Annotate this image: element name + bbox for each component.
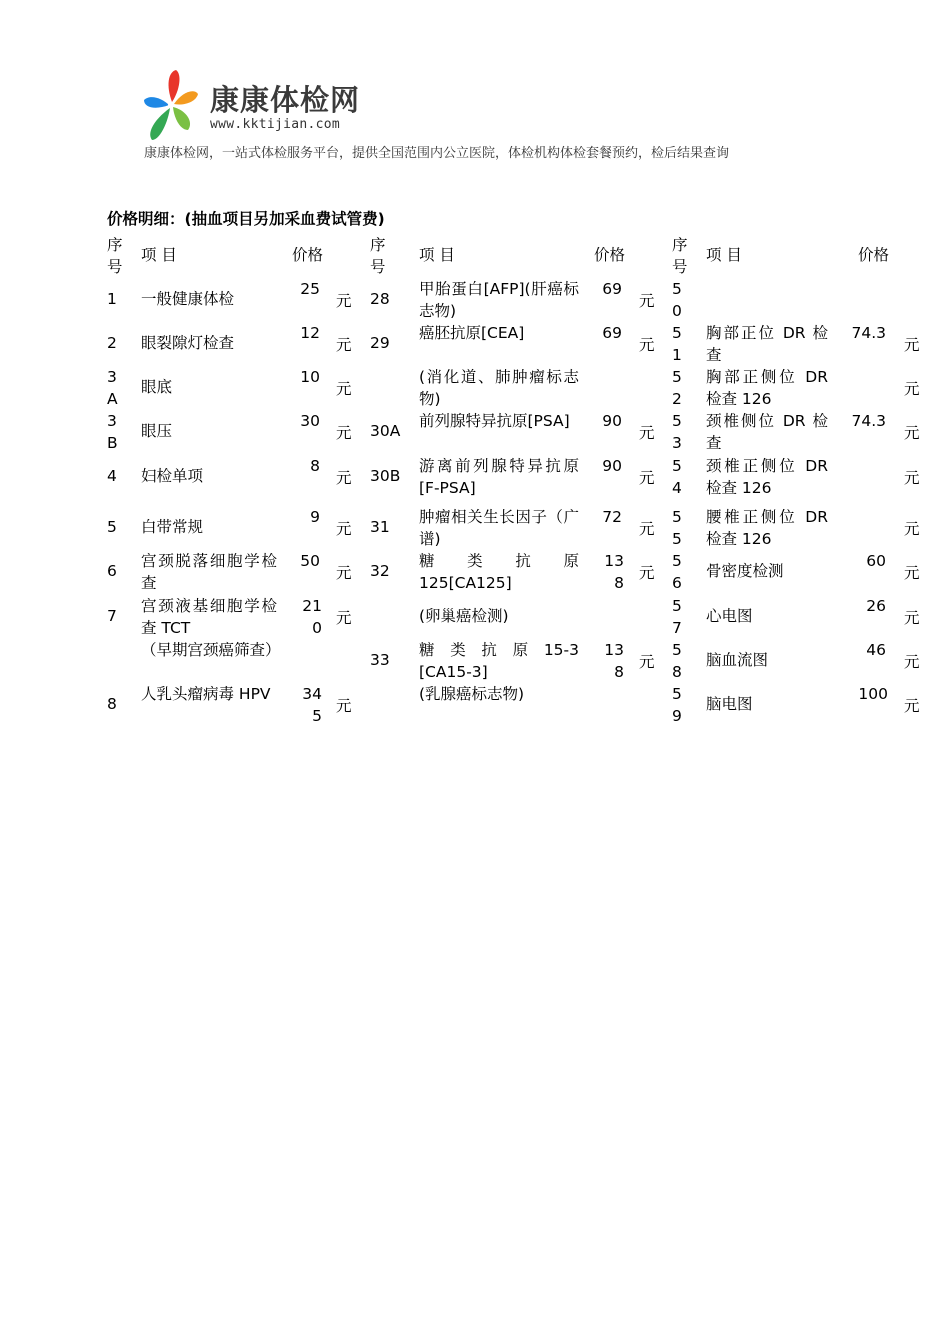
price-detail-title: 价格明细：(抽血项目另加采血费试管费) (107, 210, 385, 228)
row-unit: 元 (639, 520, 655, 538)
column-header-price: 价格 (858, 246, 890, 264)
column-header-item: 项 目 (141, 246, 177, 264)
column-header-item: 项 目 (706, 246, 742, 264)
row-unit: 元 (336, 697, 352, 715)
row-seq: 57 (672, 597, 682, 637)
row-price: 10 (300, 368, 320, 386)
column-header-seq: 序号 (370, 236, 386, 276)
row-seq: 30B (370, 467, 401, 485)
row-item: 眼底 (141, 378, 173, 396)
row-item: 妇检单项 (141, 467, 204, 485)
row-unit: 元 (904, 380, 920, 398)
row-price: 90 (602, 412, 622, 430)
row-seq: 28 (370, 290, 390, 308)
row-item: 心电图 (706, 607, 753, 625)
brand-name: 康康体检网 (210, 83, 361, 117)
row-price: 345 (302, 685, 322, 725)
column-header-item: 项 目 (419, 246, 455, 264)
row-item: 甲胎蛋白[AFP](肝癌标志物) (419, 280, 579, 320)
row-unit: 元 (639, 469, 655, 487)
row-price: 46 (866, 641, 886, 659)
row-price: 138 (604, 641, 624, 681)
row-seq: 4 (107, 467, 117, 485)
row-price: 74.3 (851, 412, 886, 430)
row-item: 人乳头瘤病毒 HPV (141, 685, 271, 703)
brand-url[interactable]: www.kktijian.com (210, 117, 341, 132)
row-price: 69 (602, 280, 622, 298)
row-seq: 3B (107, 412, 118, 452)
row-item: 肿瘤相关生长因子（广谱) (419, 508, 579, 548)
row-unit: 元 (639, 424, 655, 442)
column-header-seq: 序号 (672, 236, 688, 276)
row-price: 26 (866, 597, 886, 615)
row-unit: 元 (904, 653, 920, 671)
row-unit: 元 (904, 564, 920, 582)
row-price: 72 (602, 508, 622, 526)
row-item: 眼裂隙灯检查 (141, 334, 235, 352)
row-item: (消化道、肺肿瘤标志物) (419, 368, 579, 408)
row-price: 100 (858, 685, 888, 703)
column-header-price: 价格 (292, 246, 324, 264)
row-seq: 8 (107, 695, 117, 713)
row-unit: 元 (639, 336, 655, 354)
row-price: 210 (302, 597, 322, 637)
row-unit: 元 (336, 336, 352, 354)
row-item: 前列腺特异抗原[PSA] (419, 412, 570, 430)
row-unit: 元 (336, 469, 352, 487)
row-item: 颈椎正侧位 DR 检查 126 (706, 457, 828, 497)
row-price: 8 (310, 457, 320, 475)
row-unit: 元 (639, 653, 655, 671)
row-item: 游离前列腺特异抗原[F-PSA] (419, 457, 579, 497)
row-price: 50 (300, 552, 320, 570)
row-item: 糖 类 抗 原 125[CA125] (419, 552, 579, 592)
row-unit: 元 (336, 292, 352, 310)
row-seq: 55 (672, 508, 682, 548)
row-item: 胸部正位 DR 检查 (706, 324, 828, 364)
row-price: 12 (300, 324, 320, 342)
row-seq: 53 (672, 412, 682, 452)
row-seq: 1 (107, 290, 117, 308)
row-seq: 30A (370, 422, 401, 440)
row-price: 25 (300, 280, 320, 298)
row-item: （早期宫颈癌筛查） (141, 641, 281, 659)
row-item: 癌胚抗原[CEA] (419, 324, 525, 342)
row-unit: 元 (336, 609, 352, 627)
row-unit: 元 (336, 424, 352, 442)
row-price: 60 (866, 552, 886, 570)
row-unit: 元 (904, 520, 920, 538)
row-item: 脑血流图 (706, 651, 769, 669)
row-price: 138 (604, 552, 624, 592)
row-unit: 元 (904, 609, 920, 627)
column-header-seq: 序号 (107, 236, 123, 276)
row-seq: 51 (672, 324, 682, 364)
row-unit: 元 (336, 380, 352, 398)
row-item: 腰椎正侧位 DR 检查 126 (706, 508, 828, 548)
row-item: 一般健康体检 (141, 290, 235, 308)
row-item: 白带常规 (141, 518, 204, 536)
row-seq: 52 (672, 368, 682, 408)
row-price: 69 (602, 324, 622, 342)
row-item: 宫颈液基细胞学检查 TCT (141, 597, 277, 637)
column-header-price: 价格 (594, 246, 626, 264)
row-seq: 59 (672, 685, 682, 725)
row-seq: 6 (107, 562, 117, 580)
row-price: 30 (300, 412, 320, 430)
row-seq: 29 (370, 334, 390, 352)
row-seq: 31 (370, 518, 390, 536)
brand-logo[interactable] (142, 68, 361, 144)
row-item: (乳腺癌标志物) (419, 685, 525, 703)
row-unit: 元 (336, 564, 352, 582)
row-seq: 32 (370, 562, 390, 580)
logo-flower-icon (142, 68, 200, 142)
row-seq: 56 (672, 552, 682, 592)
row-unit: 元 (904, 697, 920, 715)
row-item: 宫颈脱落细胞学检查 (141, 552, 277, 592)
row-unit: 元 (904, 469, 920, 487)
row-price: 90 (602, 457, 622, 475)
row-seq: 3A (107, 368, 118, 408)
row-seq: 54 (672, 457, 682, 497)
row-seq: 58 (672, 641, 682, 681)
row-price: 74.3 (851, 324, 886, 342)
row-item: 眼压 (141, 422, 173, 440)
row-seq: 2 (107, 334, 117, 352)
row-unit: 元 (904, 336, 920, 354)
row-unit: 元 (639, 292, 655, 310)
row-item: (卵巢癌检测) (419, 607, 509, 625)
row-seq: 50 (672, 280, 682, 320)
row-item: 糖 类 抗 原 15-3 [CA15-3] (419, 641, 579, 681)
row-seq: 7 (107, 607, 117, 625)
row-seq: 33 (370, 651, 390, 669)
row-unit: 元 (336, 520, 352, 538)
row-unit: 元 (904, 424, 920, 442)
row-item: 骨密度检测 (706, 562, 784, 580)
row-item: 颈椎侧位 DR 检查 (706, 412, 828, 452)
row-item: 胸部正侧位 DR 检查 126 (706, 368, 828, 408)
row-price: 9 (310, 508, 320, 526)
row-seq: 5 (107, 518, 117, 536)
site-tagline: 康康体检网，一站式体检服务平台，提供全国范围内公立医院，体检机构体检套餐预约，检后结果查询 (144, 146, 730, 161)
row-unit: 元 (639, 564, 655, 582)
row-item: 脑电图 (706, 695, 753, 713)
